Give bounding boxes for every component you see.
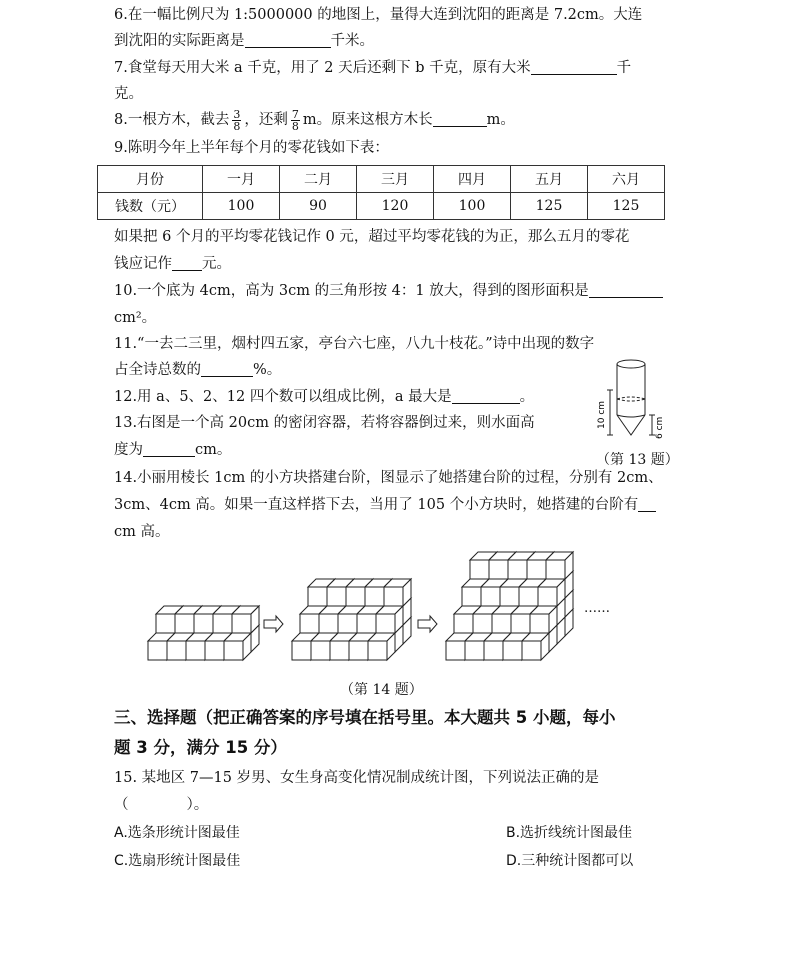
q13-caption: （第 13 题）	[596, 452, 679, 468]
container-cone-bottom	[617, 415, 645, 435]
q6-line2	[114, 31, 374, 51]
q8-text2: ，还剩	[244, 112, 288, 128]
q9-answer-blank[interactable]	[172, 255, 202, 271]
q13-text-before: 度为	[114, 442, 143, 458]
q14-text: 3cm、4cm 高。如果一直这样搭下去，当用了 105 个小方块时，她搭建的台阶有	[114, 497, 639, 513]
cube	[232, 606, 259, 633]
option-a[interactable]: A.选条形统计图最佳	[114, 825, 240, 841]
table-cell: 90	[280, 193, 357, 220]
q9-after-line1: 如果把 6 个月的平均零花钱记作 0 元，超过平均零花钱的为正，那么五月的零花	[114, 229, 630, 245]
q7-answer-blank[interactable]	[531, 59, 617, 75]
option-d[interactable]: D.三种统计图都可以	[506, 853, 634, 869]
q9-text-after: 元。	[202, 256, 231, 272]
q14-line2	[114, 495, 656, 515]
q9-text-before: 钱应记作	[114, 256, 172, 272]
table-cell: 125	[511, 193, 588, 220]
q15-answer-paren[interactable]: （ ）。	[114, 797, 209, 813]
table-cell: 五月	[511, 166, 588, 193]
table-cell: 125	[588, 193, 665, 220]
q11-text-before: 占全诗总数的	[114, 362, 201, 378]
q13-line2	[114, 440, 231, 460]
fig-label-10cm: 10 cm	[597, 400, 607, 429]
table-cell: 钱数（元）	[98, 193, 203, 220]
q10-answer-blank[interactable]	[589, 282, 663, 298]
q8-fraction-3-8: $\frac{3}{8}$	[233, 107, 241, 133]
q7-line1	[114, 58, 631, 78]
continuation-ellipsis: ……	[584, 601, 610, 616]
q11-answer-blank[interactable]	[201, 361, 253, 377]
q8-answer-blank[interactable]	[433, 111, 487, 127]
option-b[interactable]: B.选折线统计图最佳	[506, 825, 633, 841]
q7-text-after: 千	[616, 60, 632, 76]
q8-text1: 8.一根方木，截去	[114, 112, 230, 128]
q7-line2: 克。	[114, 86, 143, 102]
q13-line1: 13.右图是一个高 20cm 的密闭容器，若将容器倒过来，则水面高	[114, 415, 535, 431]
cube	[522, 633, 549, 660]
q6-answer-blank[interactable]	[245, 32, 331, 48]
option-c[interactable]: C.选扇形统计图最佳	[114, 853, 241, 869]
table-cell: 月份	[98, 166, 203, 193]
q11-line1: 11.“一去二三里，烟村四五家，亭台六七座，八九十枝花。”诗中出现的数字	[114, 336, 595, 352]
q14-line1: 14.小丽用棱长 1cm 的小方块搭建台阶，图显示了她搭建台阶的过程，分别有 2cm、	[114, 470, 663, 486]
cube	[546, 552, 573, 579]
container-figure	[590, 357, 680, 441]
q11-line2	[114, 360, 281, 380]
q15-line1: 15. 某地区 7—15 岁男、女生身高变化情况制成统计图，下列说法正确的是	[114, 770, 600, 786]
fig-label-6cm: 6 cm	[655, 416, 665, 439]
section3-heading-line2: 题 3 分，满分 15 分）	[114, 738, 287, 757]
q14-line3: cm 高。	[114, 524, 170, 540]
q12-line	[114, 387, 534, 407]
q8-text4: m。	[486, 112, 515, 128]
q10-line2: cm²。	[114, 310, 157, 326]
q14-caption: （第 14 题）	[340, 682, 423, 698]
cube	[368, 633, 395, 660]
section3-heading-line1: 三、选择题（把正确答案的序号填在括号里。本大题共 5 小题，每小	[114, 708, 616, 727]
table-cell: 三月	[357, 166, 434, 193]
arrow-icon	[418, 616, 437, 632]
table-row	[98, 193, 665, 220]
q13-text-after: cm。	[195, 442, 232, 458]
cube	[224, 633, 251, 660]
container-top-ellipse	[617, 360, 645, 368]
table-cell: 六月	[588, 166, 665, 193]
q11-text-after: %。	[253, 362, 282, 378]
cube	[530, 606, 557, 633]
q6-text-before: 到沈阳的实际距离是	[114, 33, 245, 49]
q12-text-before: 12.用 a、5、2、12 四个数可以组成比例，a 最大是	[114, 389, 452, 405]
q6-line1: 6.在一幅比例尺为 1:5000000 的地图上，量得大连到沈阳的距离是 7.2cm。大连	[114, 7, 643, 23]
q12-text-after: 。	[519, 389, 535, 405]
q10-line1	[114, 281, 663, 301]
q9-line: 9.陈明今年上半年每个月的零花钱如下表：	[114, 140, 389, 156]
table-cell: 120	[357, 193, 434, 220]
q8-line	[114, 108, 515, 132]
q12-answer-blank[interactable]	[452, 388, 520, 404]
cube	[376, 606, 403, 633]
staircase-figures	[140, 545, 640, 665]
q9-after-line2	[114, 254, 231, 274]
cube	[384, 579, 411, 606]
allowance-table	[97, 165, 665, 220]
q8-fraction-7-8: $\frac{7}{8}$	[291, 107, 299, 133]
q8-text3: m。原来这根方木长	[302, 112, 433, 128]
cube	[538, 579, 565, 606]
arrow-icon	[264, 616, 283, 632]
table-cell: 二月	[280, 166, 357, 193]
water-surface-line	[617, 399, 645, 401]
q13-answer-blank[interactable]	[143, 441, 195, 457]
table-header-row	[98, 166, 665, 193]
table-cell: 100	[203, 193, 280, 220]
q14-answer-blank[interactable]	[638, 496, 656, 512]
q10-text-before: 10.一个底为 4cm，高为 3cm 的三角形按 4：1 放大，得到的图形面积是	[114, 283, 589, 299]
container-base-curve	[617, 415, 645, 417]
water-surface-back	[617, 397, 645, 399]
q7-text-before: 7.食堂每天用大米 a 千克，用了 2 天后还剩下 b 千克，原有大米	[114, 60, 531, 76]
table-cell: 四月	[434, 166, 511, 193]
table-cell: 一月	[203, 166, 280, 193]
table-cell: 100	[434, 193, 511, 220]
q6-text-after: 千米。	[330, 33, 374, 49]
